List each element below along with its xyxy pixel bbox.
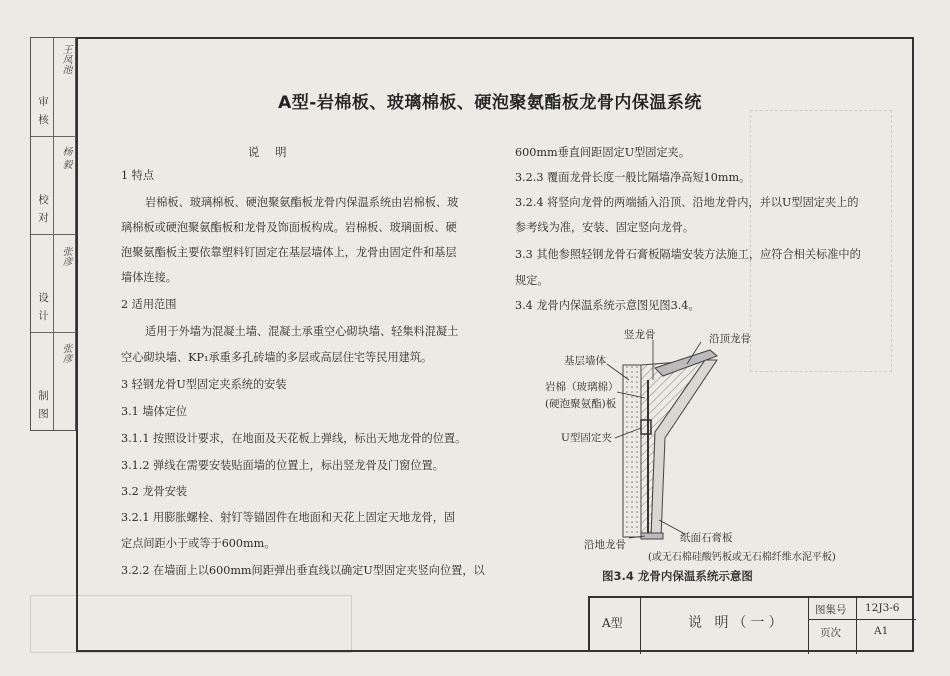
tb-atlas-label: 图集号 — [815, 604, 847, 616]
right-line: 规定。 — [515, 274, 549, 287]
label-top-track: 沿顶龙骨 — [709, 333, 751, 345]
tb-page-value: A1 — [874, 625, 889, 637]
strip-signature-check: 杨 毅 — [60, 146, 71, 170]
tb-divider — [808, 598, 809, 654]
right-line: 3.2.3 覆面龙骨长度一般比隔墙净高短10mm。 — [515, 171, 751, 184]
left-line: 3.2.1 用膨胀螺栓、射钉等锚固件在地面和天花上固定天地龙骨，固 — [121, 511, 456, 524]
page-title: A型-岩棉板、玻璃棉板、硬泡聚氨酯板龙骨内保温系统 — [278, 93, 702, 113]
label-gypsum: 纸面石膏板 — [680, 532, 733, 544]
tb-divider — [640, 598, 641, 654]
tb-type: A型 — [602, 616, 623, 630]
right-line: 600mm垂直间距固定U型固定夹。 — [515, 146, 691, 159]
tb-name: 说 明（一） — [688, 615, 787, 631]
strip-row-line — [31, 332, 77, 333]
strip-label-draw: 制 图 — [37, 390, 49, 421]
strip-signature-draw: 张彦 — [60, 343, 71, 363]
tb-page-label: 页次 — [820, 627, 841, 639]
left-line: 3.1.2 弹线在需要安装贴面墙的位置上，标出竖龙骨及门窗位置。 — [121, 459, 444, 472]
left-line: 3.1.1 按照设计要求，在地面及天花板上弹线，标出天地龙骨的位置。 — [121, 432, 467, 445]
label-rock-wool-2: (硬泡聚氨酯)板 — [545, 398, 617, 410]
left-line: 空心砌块墙、KP₁承重多孔砖墙的多层或高层住宅等民用建筑。 — [121, 351, 433, 364]
label-stud: 竖龙骨 — [624, 329, 656, 341]
left-line: 璃棉板或硬泡聚氨酯板和龙骨及饰面板构成。岩棉板、玻璃面板、硬 — [121, 221, 457, 234]
left-line: 3.1 墙体定位 — [121, 405, 188, 418]
figure-caption: 图3.4 龙骨内保温系统示意图 — [602, 569, 753, 583]
left-line: 定点间距小于或等于600mm。 — [121, 537, 276, 550]
left-line: 岩棉板、玻璃棉板、硬泡聚氨酯板龙骨内保温系统由岩棉板、玻 — [145, 196, 459, 209]
label-alt-board: (或无石棉硅酸钙板或无石棉纤维水泥平板) — [648, 552, 836, 563]
left-line: 3 轻钢龙骨U型固定夹系统的安装 — [121, 378, 287, 391]
strip-label-review: 审 核 — [37, 96, 49, 127]
tb-divider — [856, 598, 857, 654]
strip-row-line — [31, 234, 77, 235]
strip-signature-design: 张彦 — [60, 246, 71, 266]
left-line: 3.2 龙骨安装 — [121, 485, 188, 498]
signature-strip — [30, 37, 76, 431]
left-line: 泡聚氨酯板主要依靠塑料钉固定在基层墙体上，龙骨由固定件和基层 — [121, 246, 457, 259]
base-wall-shape — [623, 365, 641, 537]
title-block — [588, 596, 914, 652]
left-line: 2 适用范围 — [121, 298, 177, 311]
strip-row-line — [31, 136, 77, 137]
label-u-clip: U型固定夹 — [561, 432, 612, 444]
tb-divider — [808, 619, 916, 620]
left-line: 1 特点 — [121, 169, 155, 182]
right-line: 参考线为准，安装、固定竖向龙骨。 — [515, 221, 695, 234]
label-rock-wool-1: 岩棉（玻璃棉） — [545, 381, 619, 393]
section-heading: 说明 — [248, 146, 303, 159]
right-line: 3.4 龙骨内保温系统示意图见图3.4。 — [515, 299, 700, 312]
label-bottom-track: 沿地龙骨 — [584, 539, 626, 551]
label-base-wall: 基层墙体 — [564, 355, 606, 367]
tb-atlas-value: 12J3-6 — [865, 602, 900, 614]
left-line: 墙体连接。 — [121, 271, 177, 284]
right-line: 3.2.4 将竖向龙骨的两端插入沿顶、沿地龙骨内，并以U型固定夹上的 — [515, 196, 859, 209]
left-line: 适用于外墙为混凝土墙、混凝土承重空心砌块墙、轻集料混凝土 — [145, 325, 459, 338]
strip-signature-review: 王凤池 — [60, 44, 71, 74]
right-line: 3.3 其他参照轻钢龙骨石膏板隔墙安装方法施工，应符合相关标准中的 — [515, 248, 861, 261]
strip-label-check: 校 对 — [37, 194, 49, 225]
strip-label-design: 设 计 — [37, 292, 49, 323]
left-line: 3.2.2 在墙面上以600mm间距弹出垂直线以确定U型固定夹竖向位置，以 — [121, 564, 485, 577]
